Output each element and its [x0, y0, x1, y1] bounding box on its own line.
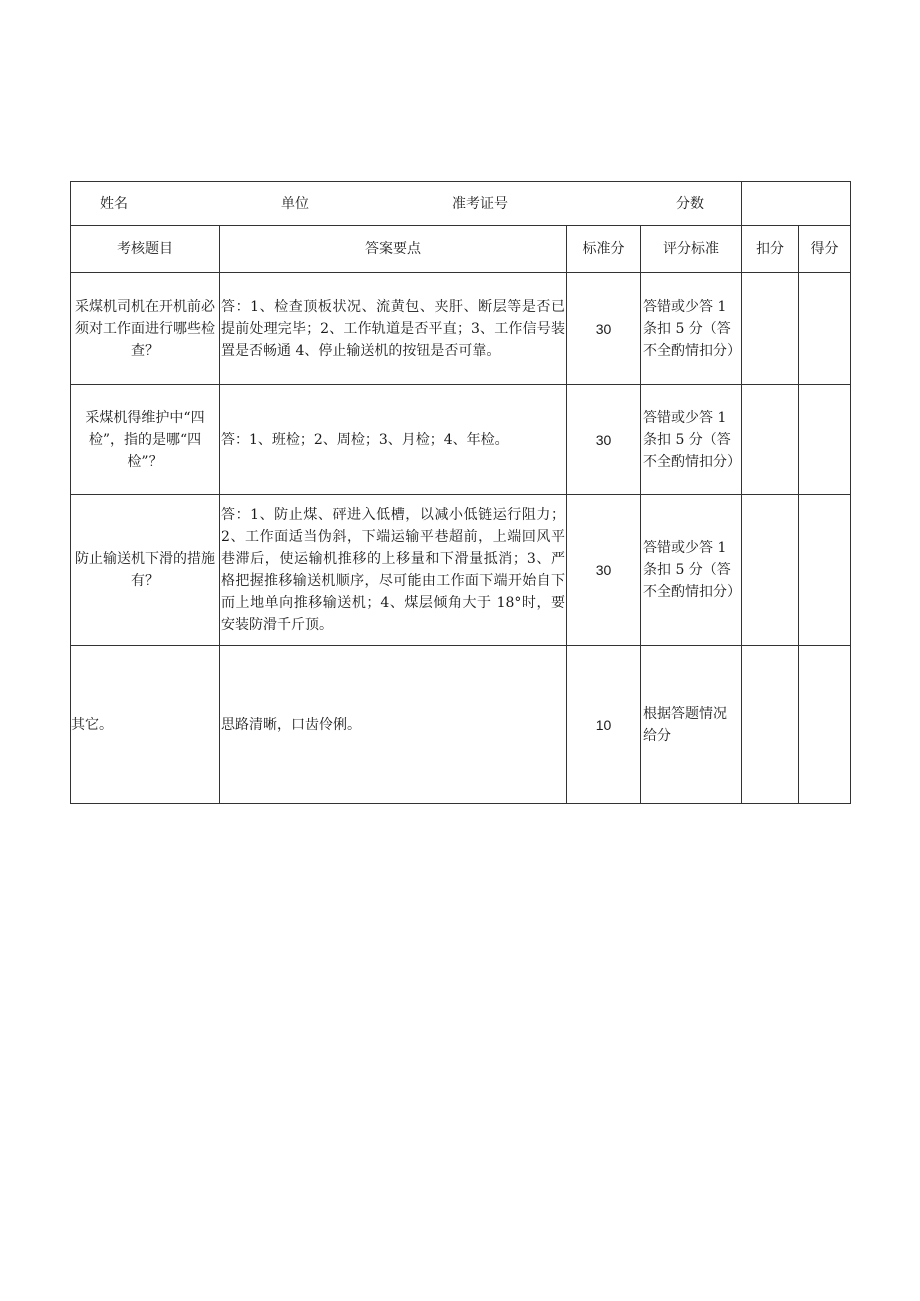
earned-cell[interactable]	[799, 495, 851, 646]
standard-score-cell: 30	[567, 273, 641, 385]
standard-score-cell: 10	[567, 646, 641, 804]
answer-cell: 答：1、班检；2、周检；3、月检；4、年检。	[220, 385, 567, 495]
score-label: 分数	[676, 196, 704, 212]
header-earned: 得分	[799, 226, 851, 273]
header-answer: 答案要点	[220, 226, 567, 273]
ticket-number-label: 准考证号	[452, 196, 508, 212]
candidate-info-row	[71, 182, 851, 226]
header-criteria: 评分标准	[641, 226, 742, 273]
question-cell: 防止输送机下滑的措施有？	[71, 495, 220, 646]
exam-sheet	[70, 181, 850, 804]
table-row	[71, 385, 851, 495]
deduct-cell[interactable]	[742, 273, 799, 385]
deduct-cell[interactable]	[742, 385, 799, 495]
criteria-cell: 答错或少答 1 条扣 5 分（答不全酌情扣分）	[641, 495, 742, 646]
table-row	[71, 495, 851, 646]
header-deduct: 扣分	[742, 226, 799, 273]
question-cell: 采煤机司机在开机前必须对工作面进行哪些检查？	[71, 273, 220, 385]
unit-label: 单位	[281, 196, 309, 212]
standard-score-cell: 30	[567, 495, 641, 646]
earned-cell[interactable]	[799, 273, 851, 385]
header-topic: 考核题目	[71, 226, 220, 273]
question-cell: 其它。	[71, 646, 220, 804]
total-score-cell[interactable]	[742, 182, 851, 226]
header-row	[71, 226, 851, 273]
deduct-cell[interactable]	[742, 646, 799, 804]
table-row	[71, 646, 851, 804]
deduct-cell[interactable]	[742, 495, 799, 646]
answer-cell: 答：1、防止煤、砰进入低槽，以减小低链运行阻力；2、工作面适当伪斜，下端运输平巷超前，上端回风平巷滞后，使运输机推移的上移量和下滑量抵消；3、严格把握推移输送机顺序，尽可能由工作面下端开始自下而上地单向推移输送机；4、煤层倾角大于 18°时，要安装防滑千斤顶。	[220, 495, 567, 646]
table-row	[71, 273, 851, 385]
earned-cell[interactable]	[799, 385, 851, 495]
criteria-cell: 根据答题情况给分	[641, 646, 742, 804]
criteria-cell: 答错或少答 1 条扣 5 分（答不全酌情扣分）	[641, 273, 742, 385]
scoring-table	[70, 181, 851, 804]
header-standard: 标准分	[567, 226, 641, 273]
answer-cell: 思路清晰，口齿伶俐。	[220, 646, 567, 804]
name-label: 姓名	[100, 196, 128, 212]
earned-cell[interactable]	[799, 646, 851, 804]
answer-cell: 答：1、检查顶板状况、流黄包、夹肝、断层等是否已提前处理完毕；2、工作轨道是否平直；3、工作信号装置是否畅通 4、停止输送机的按钮是否可靠。	[220, 273, 567, 385]
question-cell: 采煤机得维护中“四检”，指的是哪“四检”？	[71, 385, 220, 495]
criteria-cell: 答错或少答 1 条扣 5 分（答不全酌情扣分）	[641, 385, 742, 495]
standard-score-cell: 30	[567, 385, 641, 495]
